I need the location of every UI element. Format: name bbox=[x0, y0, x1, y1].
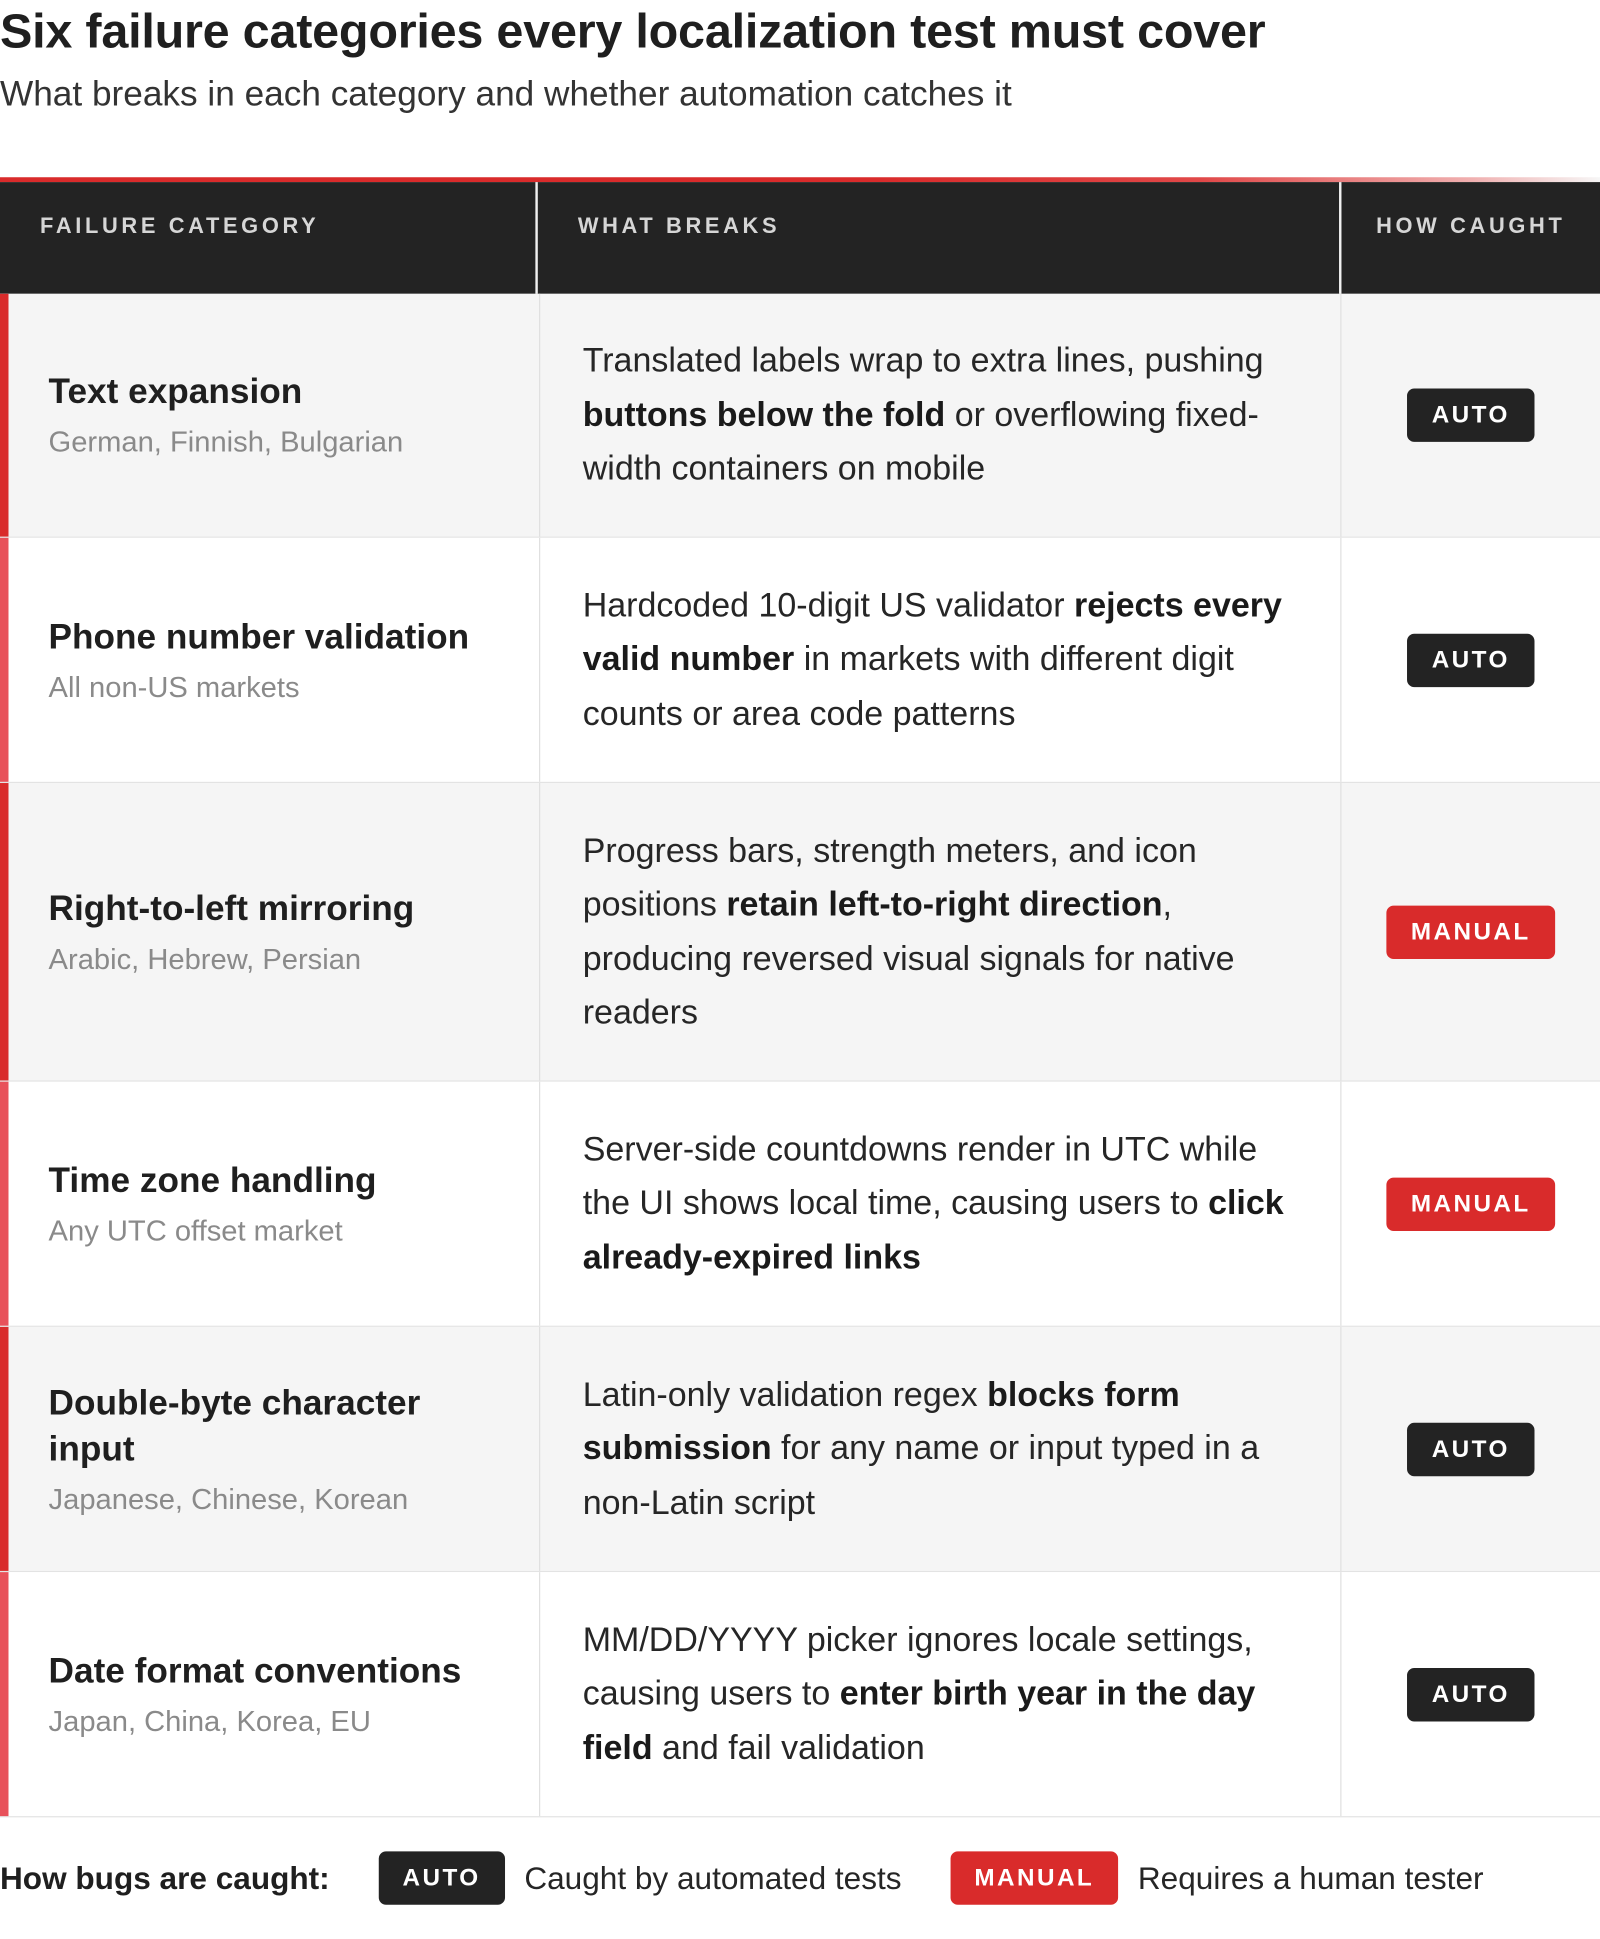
legend-auto-badge: AUTO bbox=[378, 1851, 505, 1904]
column-header-failure-category: FAILURE CATEGORY bbox=[0, 182, 538, 294]
manual-badge: MANUAL bbox=[1387, 905, 1555, 958]
description-cell bbox=[540, 1572, 1341, 1816]
description-text: Server-side countdowns render in UTC while the UI shows local time, causing users to bbox=[582, 1129, 1258, 1222]
category-name: Right-to-left mirroring bbox=[48, 889, 415, 929]
page-subtitle: What breaks in each category and whether automation catches it bbox=[0, 75, 1012, 115]
description-text: for any name or input typed in a non-Latin script bbox=[582, 1429, 1260, 1521]
category-locales: Japanese, Chinese, Korean bbox=[48, 1482, 409, 1516]
legend bbox=[0, 1817, 1600, 1938]
description-emphasis: rejects every valid number bbox=[582, 586, 1282, 678]
page-title: Six failure categories every localization test must cover bbox=[0, 4, 1266, 59]
table-row bbox=[0, 538, 1600, 783]
how-caught-cell bbox=[1341, 783, 1600, 1080]
category-name: Date format conventions bbox=[48, 1651, 462, 1691]
auto-badge: AUTO bbox=[1407, 1422, 1534, 1475]
description-text: or overflowing fixed-width containers on mobile bbox=[582, 395, 1259, 488]
description-emphasis: buttons below the fold bbox=[582, 395, 946, 434]
category-name: Double-byte character input bbox=[48, 1383, 421, 1469]
legend-label: How bugs are caught: bbox=[0, 1859, 330, 1896]
auto-badge: AUTO bbox=[1407, 388, 1534, 441]
failure-description bbox=[583, 1368, 1304, 1530]
description-emphasis: click already-expired links bbox=[582, 1183, 1284, 1276]
column-header-how-caught: HOW CAUGHT bbox=[1376, 213, 1566, 238]
category-locales: All non-US markets bbox=[48, 670, 300, 704]
auto-badge: AUTO bbox=[1407, 633, 1534, 686]
category-locales: Arabic, Hebrew, Persian bbox=[48, 942, 362, 976]
description-text: , producing reversed visual signals for native readers bbox=[582, 885, 1235, 1031]
description-cell bbox=[540, 538, 1341, 782]
category-cell bbox=[0, 538, 540, 782]
how-caught-cell bbox=[1341, 1082, 1600, 1326]
description-text: Progress bars, strength meters, and icon positions bbox=[582, 830, 1197, 923]
failure-description bbox=[583, 334, 1304, 496]
category-cell bbox=[0, 1327, 540, 1571]
table-header bbox=[0, 182, 1600, 294]
description-text: Translated labels wrap to extra lines, pushing bbox=[582, 341, 1264, 380]
category-locales: German, Finnish, Bulgarian bbox=[48, 426, 404, 459]
description-cell bbox=[540, 783, 1341, 1080]
failure-description bbox=[583, 1613, 1304, 1775]
table-row bbox=[0, 294, 1600, 538]
failure-description bbox=[583, 1123, 1304, 1285]
table-row bbox=[0, 1572, 1600, 1817]
category-name: Phone number validation bbox=[48, 617, 470, 657]
category-locales: Japan, China, Korea, EU bbox=[48, 1705, 371, 1738]
table-row bbox=[0, 1082, 1600, 1327]
legend-manual-text: Requires a human tester bbox=[1137, 1859, 1484, 1896]
failure-description bbox=[583, 579, 1304, 741]
description-text: MM/DD/YYYY picker ignores locale settings, causing users to bbox=[582, 1620, 1253, 1713]
description-emphasis: blocks form submission bbox=[582, 1375, 1180, 1467]
description-text: and fail validation bbox=[652, 1728, 925, 1767]
category-name: Time zone handling bbox=[48, 1161, 377, 1201]
category-cell bbox=[0, 294, 540, 537]
failure-description bbox=[583, 824, 1304, 1040]
legend-manual-badge: MANUAL bbox=[950, 1851, 1118, 1904]
category-cell bbox=[0, 1572, 540, 1816]
description-text: Latin-only validation regex bbox=[582, 1375, 988, 1413]
how-caught-cell bbox=[1341, 1327, 1600, 1571]
description-text: in markets with different digit counts or area code patterns bbox=[582, 640, 1234, 732]
how-caught-cell bbox=[1341, 1572, 1600, 1816]
how-caught-cell bbox=[1341, 538, 1600, 782]
description-cell bbox=[540, 294, 1341, 537]
table-row bbox=[0, 1327, 1600, 1572]
description-emphasis: retain left-to-right direction bbox=[726, 885, 1163, 923]
failure-table bbox=[0, 177, 1600, 1817]
description-cell bbox=[540, 1082, 1341, 1326]
legend-auto-text: Caught by automated tests bbox=[524, 1859, 902, 1896]
category-locales: Any UTC offset market bbox=[48, 1214, 343, 1248]
how-caught-cell bbox=[1341, 294, 1600, 537]
manual-badge: MANUAL bbox=[1387, 1177, 1555, 1230]
description-emphasis: enter birth year in the day field bbox=[582, 1674, 1256, 1767]
table-row bbox=[0, 783, 1600, 1082]
auto-badge: AUTO bbox=[1407, 1667, 1534, 1720]
category-name: Text expansion bbox=[48, 372, 303, 412]
column-header-what-breaks: WHAT BREAKS bbox=[538, 182, 1342, 294]
description-cell bbox=[540, 1327, 1341, 1571]
description-text: Hardcoded 10-digit US validator bbox=[582, 586, 1074, 624]
category-cell bbox=[0, 783, 540, 1080]
category-cell bbox=[0, 1082, 540, 1326]
